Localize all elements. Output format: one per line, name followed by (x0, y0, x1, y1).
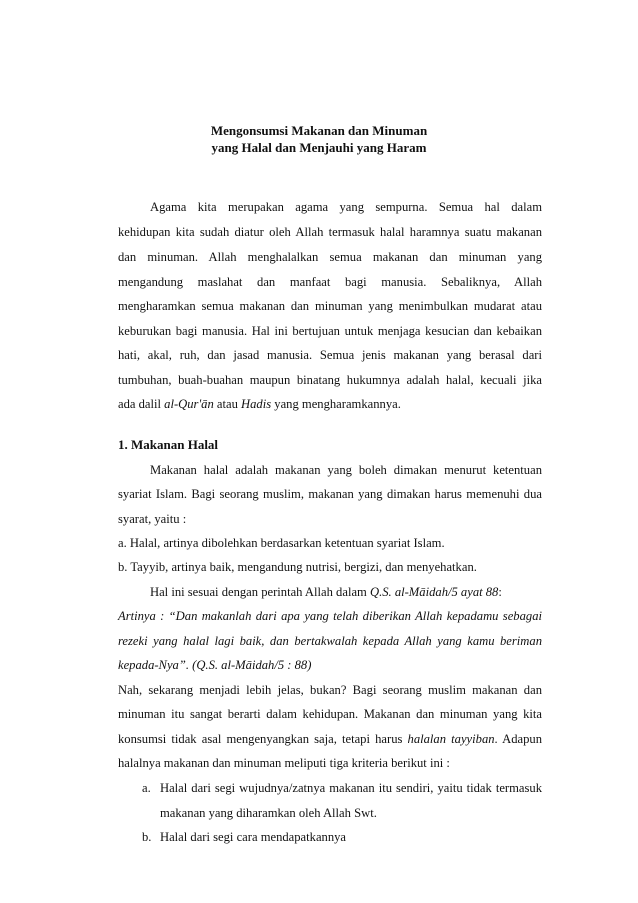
section1-p2-line-3 (118, 731, 542, 747)
document-title-line1: Mengonsumsi Makanan dan Minuman (210, 123, 428, 138)
halalan-tayyiban-term: halalan tayyiban (407, 732, 495, 746)
criteria-b-marker: b. (142, 830, 152, 844)
translation-line-1: Artinya : “Dan makanlah dari apa yang telah diberikan Allah kepadamu sebagai (118, 609, 542, 623)
section1-p2-line-1: Nah, sekarang menjadi lebih jelas, bukan? Bagi seorang muslim makanan dan (118, 683, 542, 697)
intro-line-6: keburukan bagi manusia. Hal ini bertujuan untuk menjaga kesucian dan kebaikan (118, 324, 542, 338)
intro-line-5: mengharamkan semua makanan dan minuman yang menimbulkan mudarat atau (118, 299, 542, 313)
section-heading-makanan-halal: 1. Makanan Halal (118, 437, 219, 452)
section1-p1-line-3: syarat, yaitu : (118, 512, 187, 526)
criteria-a-marker: a. (142, 781, 151, 795)
reference-text: Hal ini sesuai dengan perintah Allah dalam (150, 585, 370, 599)
intro-line-8: tumbuhan, buah-buahan maupun binatang hukumnya adalah halal, kecuali jika (118, 373, 542, 387)
intro-line-9-text-c: atau (213, 397, 242, 411)
reference-colon: : (498, 585, 502, 599)
criteria-a-line-2: makanan yang diharamkan oleh Allah Swt. (160, 806, 377, 820)
intro-line-7: hati, akal, ruh, dan jasad manusia. Semua jenis makanan yang berasal dari (118, 348, 542, 362)
section1-p2-line-4: halalnya makanan dan minuman meliputi tiga kriteria berikut ini : (118, 756, 450, 770)
condition-item-a: a. Halal, artinya dibolehkan berdasarkan ketentuan syariat Islam. (118, 536, 445, 550)
intro-line-4: mengandung maslahat dan manfaat bagi manusia. Sebaliknya, Allah (118, 275, 542, 289)
criteria-a-line-1: Halal dari segi wujudnya/zatnya makanan itu sendiri, yaitu tidak termasuk (160, 781, 542, 795)
section1-p1-line-1: Makanan halal adalah makanan yang boleh dimakan menurut ketentuan (150, 463, 542, 477)
intro-quran-term: al-Qur'ān (164, 397, 214, 411)
intro-line-9-text-a: ada dalil (118, 397, 165, 411)
section1-p2-line-3-text-c: . Adapun (494, 732, 543, 746)
section1-p2-line-2: minuman itu sangat berarti dalam kehidupan. Makanan dan minuman yang kita (118, 707, 542, 721)
intro-hadis-term: Hadis (241, 397, 272, 411)
reference-citation: Q.S. al-Māidah/5 ayat 88 (369, 585, 499, 599)
criteria-b-line-1: Halal dari segi cara mendapatkannya (160, 830, 347, 844)
intro-line-1: Agama kita merupakan agama yang sempurna. Semua hal dalam (150, 200, 542, 214)
section1-p2-line-3-text-a: konsumsi tidak asal mengenyangkan saja, tetapi harus (118, 732, 408, 746)
translation-line-2: rezeki yang halal lagi baik, dan bertakwalah kepada Allah yang kamu beriman (118, 634, 542, 648)
document-title-line2: yang Halal dan Menjauhi yang Haram (211, 140, 427, 155)
section1-p1-line-2: syariat Islam. Bagi seorang muslim, makanan yang dimakan harus memenuhi dua (118, 487, 542, 501)
intro-line-9-text-e: yang mengharamkannya. (271, 397, 401, 411)
intro-line-9 (118, 396, 542, 412)
intro-line-2: kehidupan kita sudah diatur oleh Allah termasuk halal haramnya suatu makanan (118, 225, 542, 239)
condition-item-b: b. Tayyib, artinya baik, mengandung nutrisi, bergizi, dan menyehatkan. (118, 560, 477, 574)
intro-line-3: dan minuman. Allah menghalalkan semua makanan dan minuman yang (118, 250, 542, 264)
quran-reference-line (150, 584, 542, 600)
translation-line-3: kepada-Nya”. (Q.S. al-Māidah/5 : 88) (118, 658, 312, 672)
